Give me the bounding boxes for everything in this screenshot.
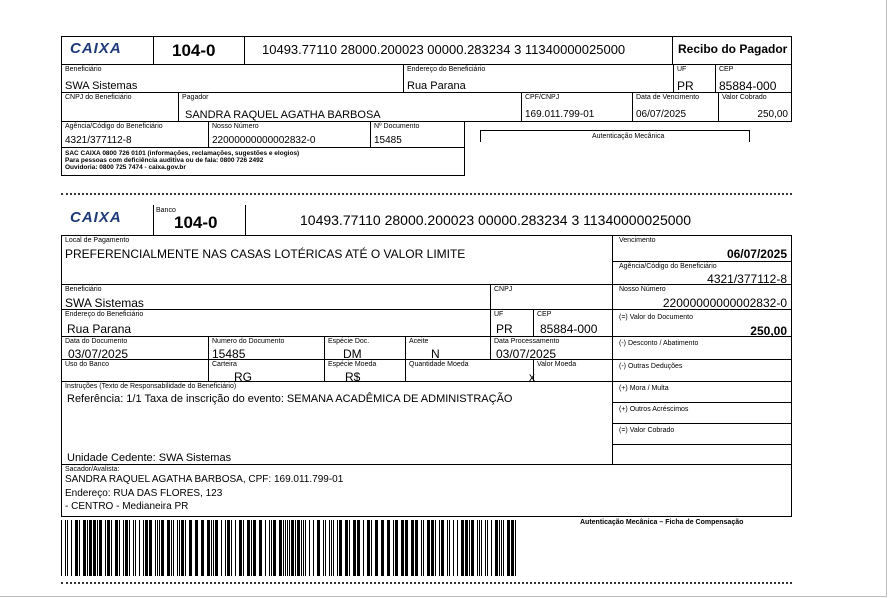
field-quantidade-moeda: Quantidade Moeda xyxy=(405,359,534,382)
field-nosso-numero: Nosso Número 22000000000002832-0 xyxy=(208,121,371,148)
barcode-bar xyxy=(99,520,102,576)
field-cnpj-beneficiario: CNPJ do Beneficiário xyxy=(61,92,179,122)
barcode xyxy=(61,520,519,576)
barcode-bar xyxy=(295,520,296,576)
barcode-bar xyxy=(323,520,324,576)
barcode-bar xyxy=(457,520,458,576)
field-uf-2: UF PR xyxy=(490,309,534,337)
barcode-bar xyxy=(423,520,424,576)
barcode-bar xyxy=(487,520,488,576)
barcode-bar xyxy=(271,520,272,576)
field-numero-documento: Numero do Documento 15485 xyxy=(208,336,325,360)
barcode-bar xyxy=(495,520,498,576)
bank-code: 104-0 xyxy=(172,41,216,60)
barcode-bar xyxy=(213,520,214,576)
barcode-bar xyxy=(421,520,422,576)
field-documento: Nº Documento 15485 xyxy=(370,121,465,148)
barcode-bar xyxy=(331,520,332,576)
barcode-bar xyxy=(61,520,62,576)
field-data-processamento: Data Processamento 03/07/2025 xyxy=(490,336,613,360)
barcode-bar xyxy=(145,520,148,576)
barcode-bar xyxy=(279,520,282,576)
barcode-bar xyxy=(119,520,120,576)
barcode-bar xyxy=(485,520,486,576)
barcode-bar xyxy=(269,520,270,576)
barcode-bar xyxy=(345,520,348,576)
barcode-bar xyxy=(189,520,192,576)
barcode-bar xyxy=(393,520,394,576)
sac-box: SAC CAIXA 0800 726 0101 (informações, reclamações, sugestões e elogios) Para pessoas com deficiência auditiva ou de fala: 0800 726 2492 Ouvidoria: 0800 725 7474 - caixa.gov.br xyxy=(61,147,465,176)
barcode-bar xyxy=(291,520,294,576)
barcode-bar xyxy=(71,520,72,576)
barcode-bar xyxy=(289,520,290,576)
barcode-bar xyxy=(297,520,300,576)
barcode-bar xyxy=(253,520,256,576)
bank-code-2: 104-0 xyxy=(174,213,218,232)
barcode-bar xyxy=(507,520,510,576)
barcode-bar xyxy=(171,520,172,576)
auth-label: Autenticação Mecânica xyxy=(592,133,665,140)
field-sacador: Sacador/Avalista: SANDRA RAQUEL AGATHA BARBOSA, CPF: 169.011.799-01 Endereço: RUA DAS FLORES, 123 - CENTRO - Medianeira PR xyxy=(61,464,792,517)
field-aceite: Aceite N xyxy=(405,336,491,360)
barcode-bar xyxy=(465,520,468,576)
auth-label-2: Autenticação Mecânica – Ficha de Compensação xyxy=(580,519,744,526)
barcode-bar xyxy=(283,520,284,576)
barcode-bar xyxy=(449,520,450,576)
barcode-bar xyxy=(441,520,444,576)
barcode-bar xyxy=(139,520,140,576)
field-data-documento: Data do Documento 03/07/2025 xyxy=(61,336,209,360)
field-valor-cobrado-2: (=) Valor Cobrado xyxy=(612,423,792,445)
barcode-bar xyxy=(67,520,68,576)
field-agencia: Agência/Código do Beneficiário 4321/377112-8 xyxy=(61,121,209,148)
barcode-bar xyxy=(201,520,204,576)
barcode-bar xyxy=(353,520,356,576)
barcode-bar xyxy=(129,520,130,576)
barcode-bar xyxy=(273,520,276,576)
barcode-bar xyxy=(115,520,118,576)
barcode-bar xyxy=(87,520,88,576)
barcode-bar xyxy=(225,520,226,576)
barcode-bar xyxy=(357,520,360,576)
barcode-bar xyxy=(303,520,304,576)
barcode-bar xyxy=(247,520,250,576)
barcode-bar xyxy=(89,520,92,576)
barcode-bar xyxy=(135,520,136,576)
barcode-bar xyxy=(401,520,404,576)
banco-label: Banco xyxy=(156,207,176,214)
barcode-bar xyxy=(285,520,286,576)
caixa-logo: CAIXA xyxy=(70,40,122,57)
field-especie-doc: Espécie Doc. DM xyxy=(324,336,406,360)
cut-line-2 xyxy=(61,582,792,584)
field-outras-deducoes: (-) Outras Deduções xyxy=(612,359,792,382)
barcode-bar xyxy=(177,520,178,576)
field-vencimento: Data de Vencimento 06/07/2025 xyxy=(632,92,719,122)
digitable-line[interactable]: 10493.77110 28000.200023 00000.283234 3 11340000025000 xyxy=(262,42,626,57)
barcode-bar xyxy=(313,520,314,576)
barcode-bar xyxy=(481,520,482,576)
field-cep-2: CEP 85884-000 xyxy=(533,309,613,337)
barcode-bar xyxy=(515,520,516,576)
field-cnpj-2: CNPJ xyxy=(490,284,613,310)
barcode-bar xyxy=(133,520,134,576)
barcode-bar xyxy=(167,520,170,576)
barcode-bar xyxy=(159,520,160,576)
barcode-bar xyxy=(305,520,306,576)
field-local-pagamento: Local de Pagamento PREFERENCIALMENTE NAS CASAS LOTÉRICAS ATÉ O VALOR LIMITE xyxy=(61,235,613,285)
barcode-bar xyxy=(447,520,448,576)
barcode-bar xyxy=(511,520,514,576)
barcode-bar xyxy=(503,520,504,576)
barcode-bar xyxy=(431,520,434,576)
barcode-bar xyxy=(161,520,164,576)
digitable-line-2[interactable]: 10493.77110 28000.200023 00000.283234 3 11340000025000 xyxy=(300,212,692,228)
barcode-bar xyxy=(185,520,186,576)
field-uso-banco: Uso do Banco xyxy=(61,359,209,382)
barcode-bar xyxy=(207,520,210,576)
barcode-bar xyxy=(301,520,302,576)
barcode-bar xyxy=(339,520,342,576)
barcode-bar xyxy=(251,520,252,576)
field-nosso-numero-2: Nosso Número 22000000000002832-0 xyxy=(612,284,792,310)
barcode-bar xyxy=(363,520,364,576)
barcode-bar xyxy=(439,520,440,576)
barcode-bar xyxy=(93,520,96,576)
field-uf: UF PR xyxy=(673,64,716,93)
barcode-bar xyxy=(415,520,418,576)
barcode-bar xyxy=(155,520,156,576)
barcode-bar xyxy=(149,520,152,576)
field-outros-acrescimos: (+) Outros Acréscimos xyxy=(612,402,792,424)
field-carteira: Carteira RG xyxy=(208,359,325,382)
barcode-bar xyxy=(479,520,480,576)
field-valor-moeda: Valor Moeda x xyxy=(533,359,613,382)
field-cpf: CPF/CNPJ 169.011.799-01 xyxy=(521,92,633,122)
receipt-title: Recibo do Pagador xyxy=(678,42,788,56)
barcode-bar xyxy=(239,520,242,576)
barcode-bar xyxy=(107,520,110,576)
caixa-logo-2: CAIXA xyxy=(70,209,122,226)
barcode-bar xyxy=(111,520,112,576)
barcode-bar xyxy=(65,520,66,576)
barcode-bar xyxy=(227,520,230,576)
barcode-bar xyxy=(309,520,310,576)
barcode-bar xyxy=(471,520,474,576)
barcode-bar xyxy=(395,520,398,576)
barcode-bar xyxy=(181,520,184,576)
barcode-bar xyxy=(337,520,338,576)
barcode-bar xyxy=(179,520,180,576)
barcode-bar xyxy=(325,520,326,576)
barcode-bar xyxy=(265,520,266,576)
barcode-bar xyxy=(453,520,454,576)
barcode-bar xyxy=(469,520,470,576)
barcode-bar xyxy=(477,520,478,576)
barcode-bar xyxy=(435,520,436,576)
field-agencia-2: Agência/Código do Beneficiário 4321/377112-8 xyxy=(612,261,792,285)
field-valor-cobrado: Valor Cobrado 250,00 xyxy=(718,92,792,122)
field-instrucoes: Instruções (Texto de Responsabilidade do Beneficiário) Referência: 1/1 Taxa de inscrição do evento: SEMANA ACADÊMICA DE ADMINISTRAÇÃO Unidade Cedente: SWA Sistemas xyxy=(61,381,613,465)
field-beneficiario-2: Beneficiário SWA Sistemas xyxy=(61,284,491,310)
barcode-bar xyxy=(215,520,218,576)
field-valor-documento: (=) Valor do Documento 250,00 xyxy=(612,309,792,337)
field-endereco-2: Endereço do Beneficiário Rua Parana xyxy=(61,309,491,337)
barcode-bar xyxy=(287,520,288,576)
barcode-bar xyxy=(105,520,106,576)
barcode-bar xyxy=(157,520,158,576)
barcode-bar xyxy=(333,520,334,576)
barcode-bar xyxy=(83,520,86,576)
barcode-bar xyxy=(75,520,78,576)
barcode-bar xyxy=(97,520,98,576)
unidade-cedente: Unidade Cedente: SWA Sistemas xyxy=(67,452,232,464)
field-desconto: (-) Desconto / Abatimento xyxy=(612,336,792,360)
barcode-bar xyxy=(195,520,198,576)
barcode-bar xyxy=(317,520,320,576)
barcode-bar xyxy=(411,520,414,576)
cut-line-1 xyxy=(61,193,792,195)
barcode-bar xyxy=(79,520,80,576)
barcode-bar xyxy=(491,520,492,576)
field-especie-moeda: Espécie Moeda R$ xyxy=(324,359,406,382)
barcode-bar xyxy=(371,520,372,576)
field-pagador: Pagador SANDRA RAQUEL AGATHA BARBOSA xyxy=(178,92,522,122)
barcode-bar xyxy=(231,520,232,576)
barcode-bar xyxy=(143,520,144,576)
barcode-bar xyxy=(367,520,370,576)
field-cep: CEP 85884-000 xyxy=(715,64,792,93)
barcode-bar xyxy=(125,520,128,576)
barcode-bar xyxy=(381,520,384,576)
barcode-bar xyxy=(461,520,464,576)
field-vencimento-2: Vencimento 06/07/2025 xyxy=(612,235,792,262)
field-empty-right xyxy=(612,444,792,465)
barcode-bar xyxy=(211,520,212,576)
field-beneficiario: Beneficiário SWA Sistemas xyxy=(61,64,404,93)
barcode-bar xyxy=(243,520,244,576)
barcode-bar xyxy=(499,520,500,576)
barcode-bar xyxy=(173,520,174,576)
barcode-bar xyxy=(349,520,350,576)
barcode-bar xyxy=(387,520,390,576)
barcode-bar xyxy=(329,520,330,576)
barcode-bar xyxy=(221,520,222,576)
barcode-bar xyxy=(235,520,236,576)
barcode-bar xyxy=(259,520,262,576)
barcode-bar xyxy=(123,520,124,576)
field-mora: (+) Mora / Multa xyxy=(612,381,792,403)
barcode-bar xyxy=(501,520,502,576)
barcode-bar xyxy=(375,520,378,576)
barcode-bar xyxy=(405,520,408,576)
field-endereco: Endereço do Beneficiário Rua Parana xyxy=(403,64,674,93)
barcode-bar xyxy=(427,520,430,576)
